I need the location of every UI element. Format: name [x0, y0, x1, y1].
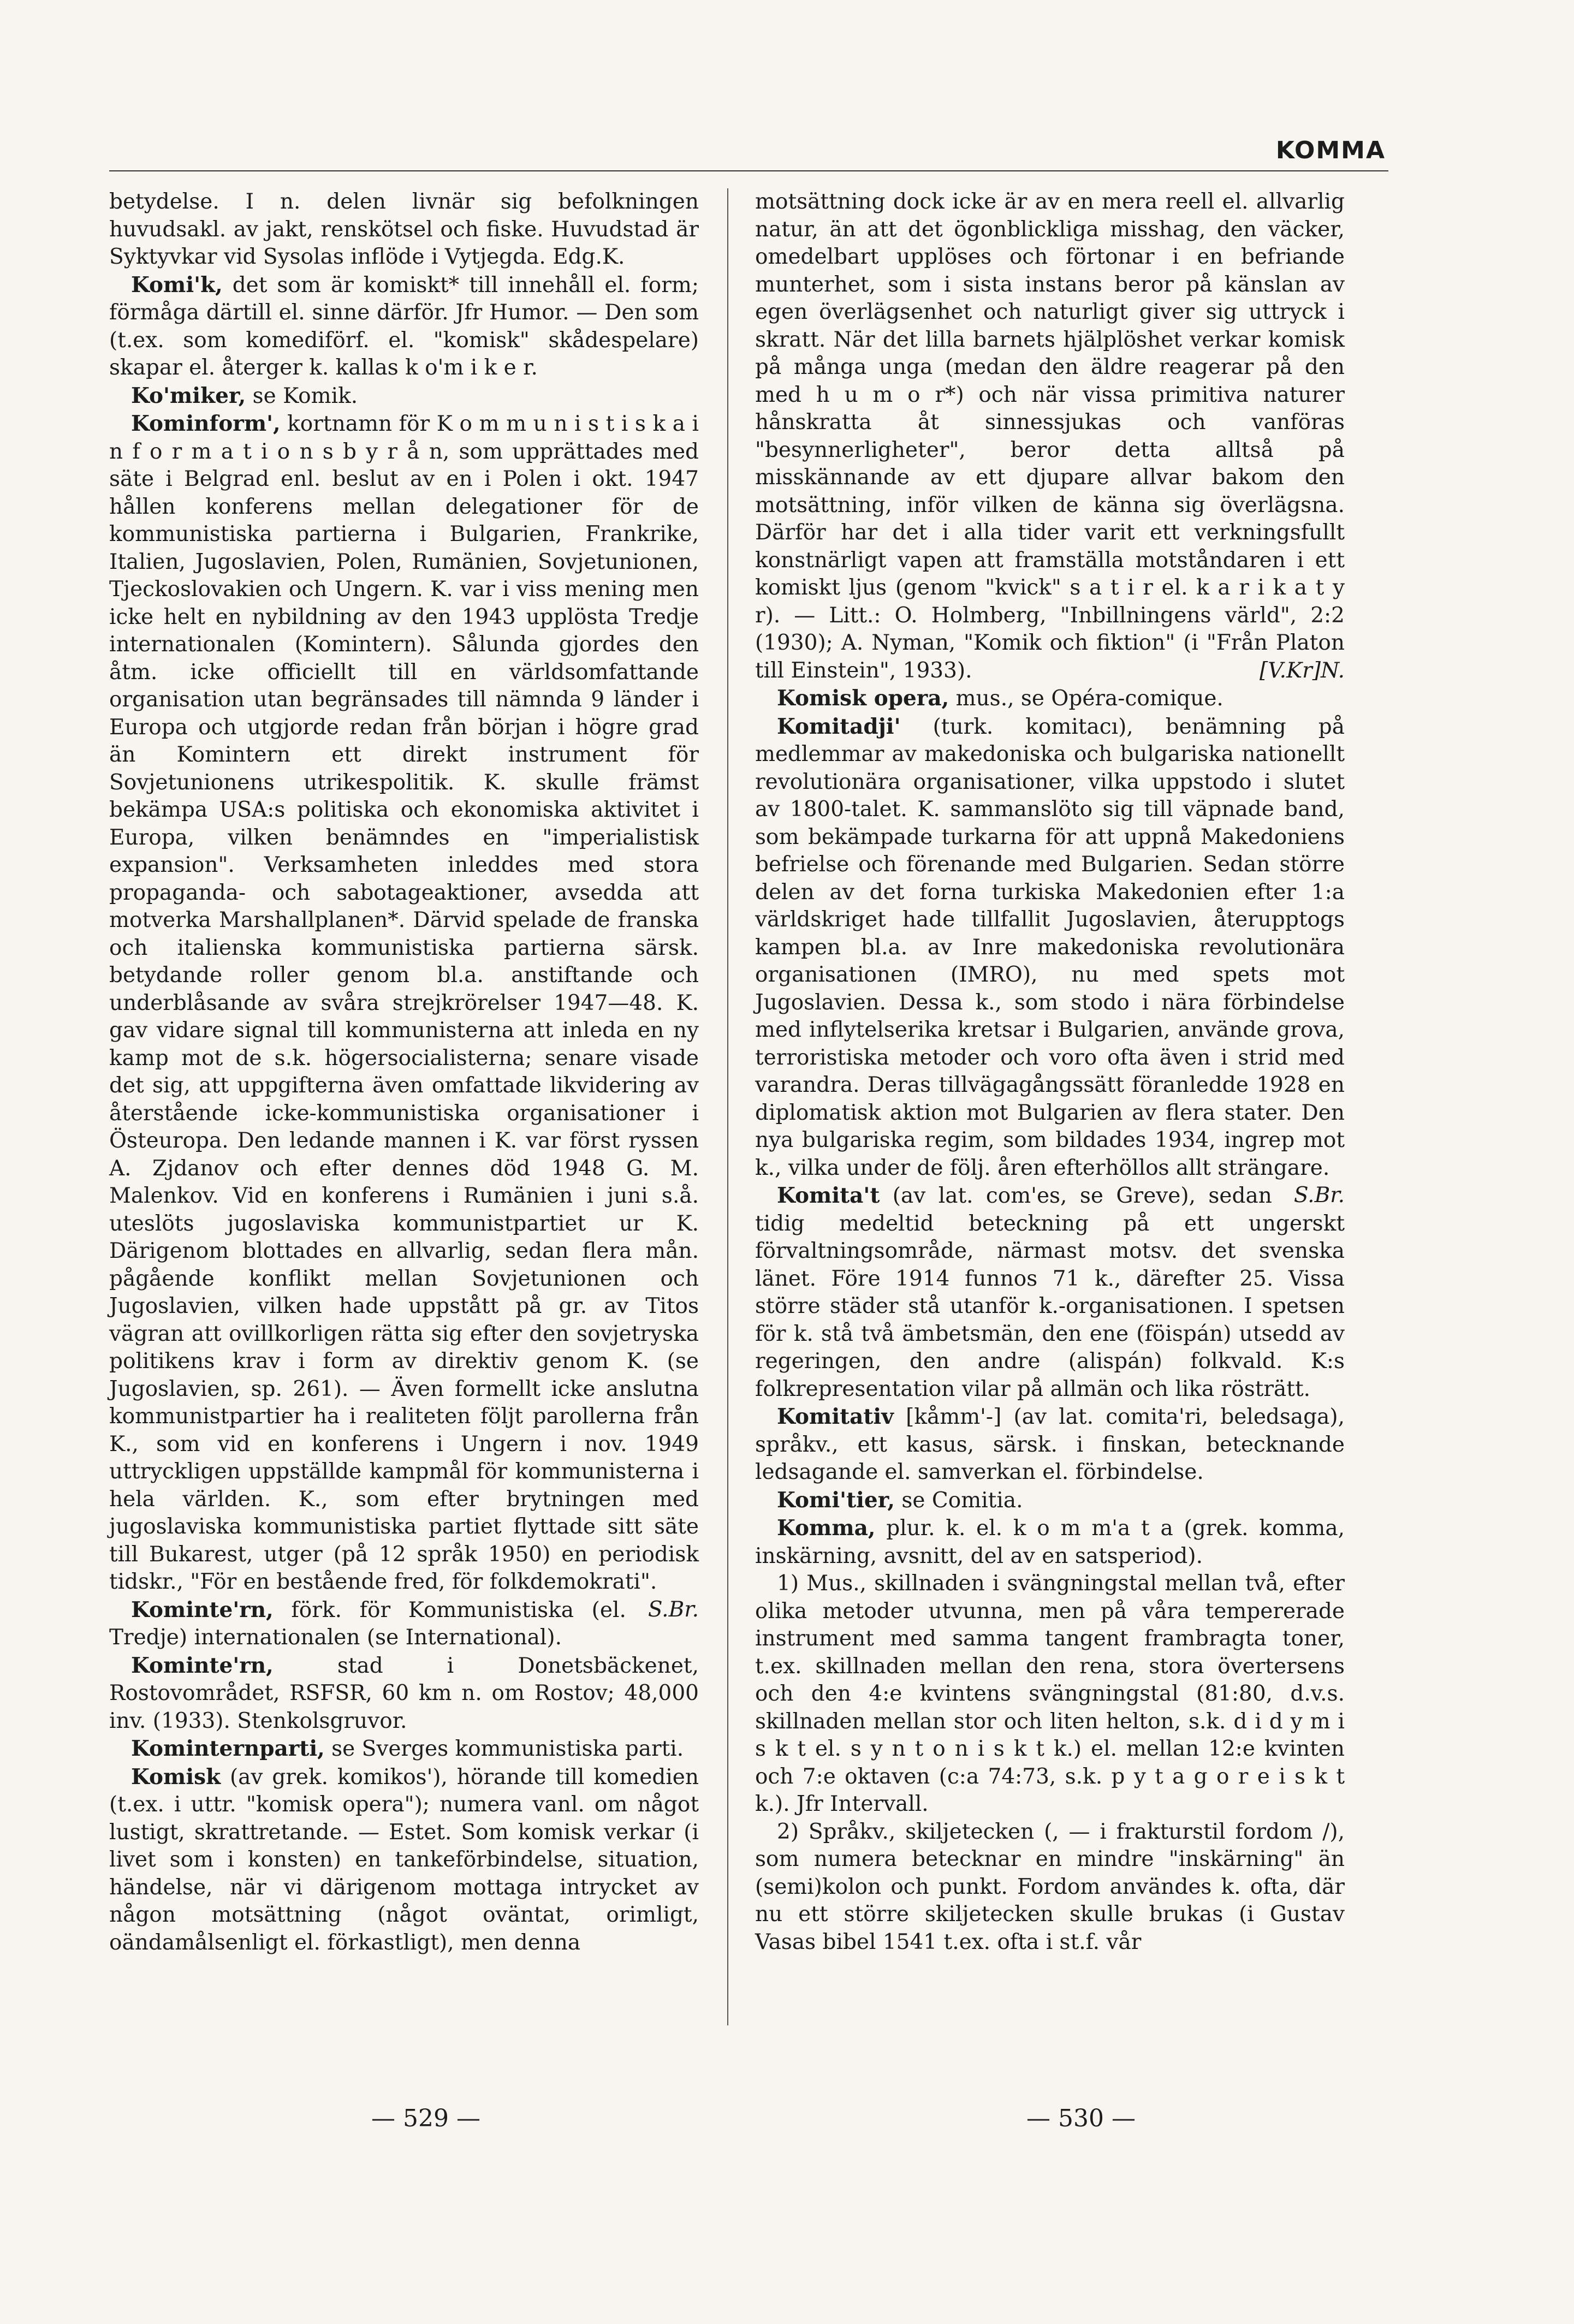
entry-text: se Sverges kommunistiska parti.	[324, 1737, 684, 1761]
entry	[109, 382, 699, 411]
entry	[109, 1596, 699, 1652]
entry-text: det som är komiskt* till innehåll el. form; förmåga därtill el. sinne därför. Jfr Humor. — Den som (t.ex. som komediförf. el. "komisk" skådespelare) skapar el. återger k. kallas k o'm i k e r.	[109, 272, 699, 380]
entry	[109, 1735, 699, 1763]
entry	[755, 1514, 1345, 1570]
entry-headword: Komisk opera,	[777, 686, 949, 711]
page-number-left: — 529 —	[371, 2105, 480, 2132]
entry	[755, 1403, 1345, 1487]
entry	[755, 1570, 1345, 1818]
entry-headword: Komitativ	[777, 1404, 894, 1429]
entry: betydelse. I n. delen livnär sig befolkningen huvudsakl. av jakt, renskötsel och fiske. Huvudstad är Syktyvkar vid Sysolas inflöde i Vytjegda. Edg.K.	[109, 189, 699, 269]
entry-text: mus., se Opéra-comique.	[949, 686, 1223, 711]
entry-text: 1) Mus., skillnaden i svängningstal mellan två, efter olika metoder utvunna, men på våra tempererade instrument med samma tangent frambragta toner, t.ex. skillnaden mellan den rena, stora övertersens och den 4:e kvintens svängningstal (81:80, d.v.s. skillnaden mellan stor och liten helton, s.k. d i d y m i s k t el. s y n t o n i s k t k.) el. mellan 12:e kvinten och 7:e oktaven (c:a 74:73, s.k. p y t a g o r e i s k t k.). Jfr Intervall.	[755, 1571, 1345, 1816]
header-rule	[109, 170, 1388, 171]
entry-headword: Kominte'rn,	[131, 1653, 274, 1678]
entry-headword: Kominform',	[131, 411, 281, 436]
entry	[109, 1763, 699, 1957]
entry-text: 2) Språkv., skiljetecken (, — i frakturstil fordom /), som numera betecknar en mindre "inskärning" än (semi)kolon och punkt. Fordom användes k. ofta, där nu ett större skiljetecken skulle brukas (i Gustav Vasas bibel 1541 t.ex. ofta i st.f. vår	[755, 1819, 1345, 1954]
entry-headword: Komita't	[777, 1183, 880, 1208]
entry-text: [kåmm'-] (av lat. comita'ri, beledsaga), språkv., ett kasus, särsk. i finskan, betecknande ledsagande el. samverkan el. förbindelse.	[755, 1405, 1345, 1484]
entry	[755, 1182, 1345, 1403]
entry-headword: Kominte'rn,	[131, 1597, 274, 1622]
entry-headword: Komitadji'	[777, 714, 901, 739]
entry-text: kortnamn för K o m m u n i s t i s k a i n f o r m a t i o n s b y r å n, som upprättades med säte i Belgrad enl. beslut av en i Polen i okt. 1947 hållen konferens mellan delegationer för de kommunistiska partierna i Bulgarien, Frankrike, Italien, Jugoslavien, Polen, Rumänien, Sovjetunionen, Tjeckoslovakien och Ungern. K. var i viss mening men icke helt en nybildning av den 1943 upplösta Tredje internationalen (Komintern). Sålunda gjordes den åtm. icke officiellt till en världsomfattande organisation utan begränsades till nämnda 9 länder i Europa och utgjorde redan från början i högre grad än Komintern ett direkt instrument för Sovjetunionens utrikespolitik. K. skulle främst bekämpa USA:s politiska och ekonomiska aktivitet i Europa, vilken benämndes en "imperialistisk expansion". Verksamheten inleddes med stora propaganda- och sabotageaktioner, avsedda att motverka Marshallplanen*. Därvid spelade de franska och italienska kommunistiska partierna särsk. betydande roller genom bl.a. anstiftande och underblåsande av svåra strejkrörelser 1947—48. K. gav vidare signal till kommunisterna att inleda en ny kamp mot de s.k. högersocialisterna; senare visade det sig, att uppgifterna även omfattade likvidering av återstående icke-kommunistiska organisationer i Östeuropa. Den ledande mannen i K. var först ryssen A. Zjdanov och efter dennes död 1948 G. M. Malenkov. Vid en konferens i Rumänien i juni s.å. uteslöts jugoslaviska kommunistpartiet ur K. Därigenom blottades en allvarlig, sedan flera mån. pågående konflikt mellan Sovjetunionen och Jugoslavien, vilken hade uppstått på gr. av Titos vägran att ovillkorligen rätta sig efter den sovjetryska politikens krav i form av direktiv genom K. (se Jugoslavien, sp. 261). — Även formellt icke anslutna kommunistpartier ha i realiteten följt parollerna från K., som vid en konferens i Ungern i nov. 1949 uttryckligen uppställde kampmål för kommunisterna i hela världen. K., som efter brytningen med jugoslaviska kommunistiska partiet flyttade sitt säte till Bukarest, utger (på 12 språk 1950) en periodisk tidskr., "För en bestående fred, för folkdemokrati".	[109, 412, 699, 1594]
entry-text: förk. för Kommunistiska (el. Tredje) internationalen (se International).	[109, 1597, 626, 1650]
page-number-right: — 530 —	[1026, 2105, 1136, 2132]
entry-headword: Kominternparti,	[131, 1736, 325, 1761]
entry	[109, 410, 699, 1622]
entry	[755, 1818, 1345, 1957]
author-signature: [V.Kr]N.	[1260, 658, 1345, 683]
entry-text: plur. k. el. k o m m'a t a (grek. komma, inskärning, avsnitt, del av en satsperiod).	[755, 1516, 1345, 1568]
entry	[755, 685, 1345, 713]
entry	[109, 1652, 699, 1735]
entry-text: stad i Donetsbäckenet, Rostovområdet, RSFSR, 60 km n. om Rostov; 48,000 inv. (1933). Stenkolsgruvor.	[109, 1653, 699, 1733]
entry: motsättning dock icke är av en mera reell el. allvarlig natur, än att det ögonblickliga misshag, den väcker, omedelbart upplöses och förtonar i en befriande munterhet, som i sista instans beror på känslan av egen överlägsenhet och naturligt giver sig uttryck i skratt. När det lilla barnets hjälplöshet verkar komisk på många unga (medan den äldre reagerar på den med h u m o r*) och när vissa primitiva naturer hånskratta åt sinnessjukas och vanföras "besynnerligheter", beror detta alltså på misskännande av ett djupare allvar bakom den motsättning, inför vilken de känna sig överlägsna. Därför har det i alla tider varit ett verkningsfullt konstnärligt vapen att framställa motståndaren i ett komiskt ljus (genom "kvick" s a t i r el. k a r i k a t y r). — Litt.: O. Holmberg, "Inbillningens värld", 2:2 (1930); A. Nyman, "Komik och fiktion" (i "Från Platon till Einstein", 1933). [V.Kr]N.	[755, 188, 1345, 685]
entry	[755, 1487, 1345, 1515]
column-divider	[727, 188, 728, 2025]
author-signature: S.Br.	[648, 1597, 699, 1622]
entry-headword: Ko'miker,	[131, 383, 246, 408]
entry-text: se Komik.	[246, 383, 358, 408]
author-signature: S.Br.	[1293, 1183, 1345, 1208]
entry-headword: Komisk	[131, 1764, 221, 1790]
running-head: KOMMA	[1275, 136, 1386, 164]
entry-text: se Comitia.	[895, 1488, 1023, 1513]
entry-text: (turk. komitacı), benämning på medlemmar av makedoniska och bulgariska nationellt revolutionära organisationer, vilka uppstodo i slutet av 1800-talet. K. sammanslöto sig till väpnade band, som bekämpade turkarna för att uppnå Makedoniens befrielse och förenande med Bulgarien. Sedan större delen av det forna turkiska Makedonien efter 1:a världskriget hade tillfallit Jugoslavien, återupptogs kampen bl.a. av Inre makedoniska revolutionära organisationen (IMRO), nu med spets mot Jugoslavien. Dessa k., som stodo i nära förbindelse med inflytelserika kretsar i Bulgarien, använde grova, terroristiska metoder och voro ofta även i strid med varandra. Deras tillvägagångssätt föranledde 1928 en diplomatisk aktion mot Bulgarien av flera stater. Den nya bulgariska regim, som bildades 1934, ingrep mot k., vilka under de följ. åren efterhöllos allt strängare.	[755, 714, 1345, 1180]
entry	[109, 271, 699, 382]
entry-text: (av lat. com'es, se Greve), sedan tidig medeltid beteckning på ett ungerskt förvaltningsområde, närmast motsv. det svenska länet. Före 1914 funnos 71 k., därefter 25. Vissa större städer stå utanför k.-organisationen. I spetsen för k. stå två ämbetsmän, den ene (föispán) utsedd av regeringen, den andre (alispán) folkvald. K:s folkrepresentation vilar på allmän och lika rösträtt.	[755, 1184, 1345, 1401]
entry-text: (av grek. komikos'), hörande till komedien (t.ex. i uttr. "komisk opera"); numera vanl. om något lustigt, skrattretande. — Estet. Som komisk verkar (i livet som i konsten) en tankeförbindelse, situation, händelse, när vi därigenom mottaga intrycket av någon motsättning (något oväntat, orimligt, oändamålsenligt el. förkastligt), men denna	[109, 1764, 699, 1955]
entry-headword: Komma,	[777, 1515, 876, 1541]
left-column	[109, 188, 699, 1957]
entry-headword: Komi'k,	[131, 272, 223, 298]
right-column	[755, 188, 1345, 1956]
entry-headword: Komi'tier,	[777, 1487, 895, 1513]
